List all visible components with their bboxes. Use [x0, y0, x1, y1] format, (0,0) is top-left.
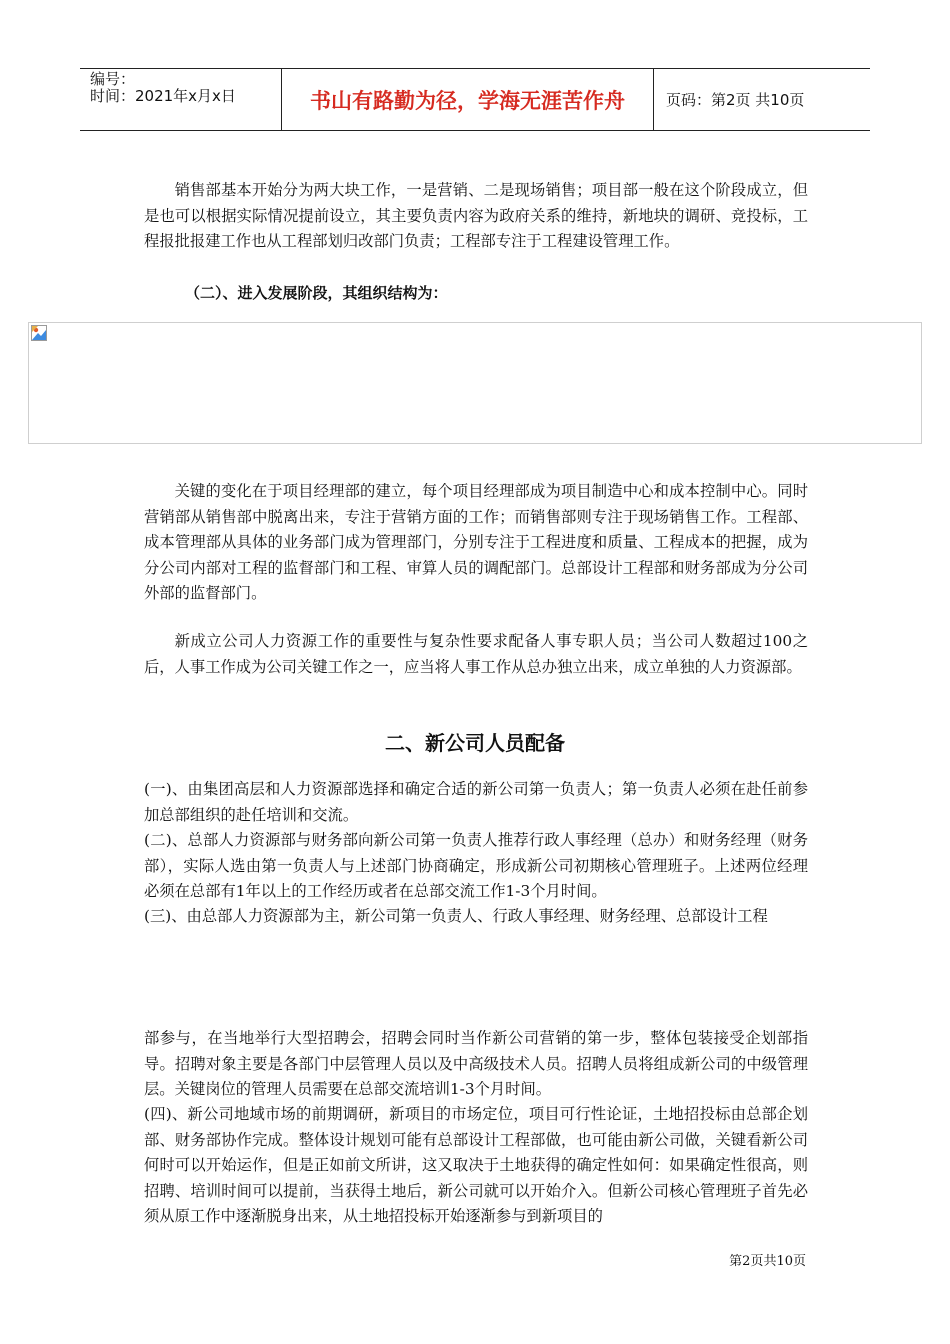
header-table: [80, 68, 870, 131]
header-motto: 书山有路勤为径，学海无涯苦作舟: [282, 69, 654, 130]
section-title: 二、新公司人员配备: [385, 731, 565, 755]
date-label: 时间：2021年x月x日: [90, 87, 236, 105]
list-item-3-continued: 部参与，在当地举行大型招聘会，招聘会同时当作新公司营销的第一步，整体包装接受企划部指导。招聘对象主要是各部门中层管理人员以及中高级技术人员。招聘人员将组成新公司的中级管理层。关键岗位的管理人员需要在总部交流培训1-3个月时间。: [144, 1029, 808, 1098]
header-meta-cell: [80, 69, 282, 130]
list-item-2: (二)、总部人力资源部与财务部向新公司第一负责人推荐行政人事经理（总办）和财务经理（财务部），实际人选由第一负责人与上述部门协商确定，形成新公司初期核心管理班子。上述两位经理必须在总部有1年以上的工作经历或者在总部交流工作1-3个月时间。: [144, 831, 808, 900]
page-footer: 第2页共10页: [729, 1254, 806, 1269]
paragraph-hr-dept: 新成立公司人力资源工作的重要性与复杂性要求配备人事专职人员；当公司人数超过100之后，人事工作成为公司关键工作之一，应当将人事工作从总办独立出来，成立单独的人力资源部。: [144, 632, 808, 676]
paragraph-key-changes: 关键的变化在于项目经理部的建立，每个项目经理部成为项目制造中心和成本控制中心。同时营销部从销售部中脱离出来，专注于营销方面的工作；而销售部则专注于现场销售工作。工程部、成本管理部从具体的业务部门成为管理部门，分别专注于工程进度和质量、工程成本的把握，成为分公司内部对工程的监督部门和工程、审算人员的调配部门。总部设计工程部和财务部成为分公司外部的监督部门。: [144, 482, 808, 602]
org-chart-image-placeholder: [28, 322, 922, 444]
header-page-number: 页码：第2页 共10页: [666, 91, 805, 109]
list-item-4: (四)、新公司地域市场的前期调研，新项目的市场定位，项目可行性论证，土地招投标由总部企划部、财务部协作完成。整体设计规划可能有总部设计工程部做，也可能由新公司做，关键看新公司何时可以开始运作，但是正如前文所讲，这又取决于土地获得的确定性如何：如果确定性很高，则招聘、培训时间可以提前，当获得土地后，新公司就可以开始介入。但新公司核心管理班子首先必须从原工作中逐渐脱身出来，从土地招投标开始逐渐参与到新项目的: [144, 1105, 808, 1225]
paragraph-sales-dept: 销售部基本开始分为两大块工作，一是营销、二是现场销售；项目部一般在这个阶段成立，但是也可以根据实际情况提前设立，其主要负责内容为政府关系的维持，新地块的调研、竞投标，工程报批报建工作也从工程部划归改部门负责；工程部专注于工程建设管理工作。: [144, 181, 808, 250]
list-item-1: (一)、由集团高层和人力资源部选择和确定合适的新公司第一负责人；第一负责人必须在赴任前参加总部组织的赴任培训和交流。: [144, 780, 808, 824]
subheading-development-stage: （二）、进入发展阶段，其组织结构为：: [185, 284, 448, 302]
number-label: 编号：: [90, 70, 136, 88]
broken-image-icon: [31, 325, 47, 341]
list-item-3: (三)、由总部人力资源部为主，新公司第一负责人、行政人事经理、财务经理、总部设计工程: [144, 907, 768, 925]
